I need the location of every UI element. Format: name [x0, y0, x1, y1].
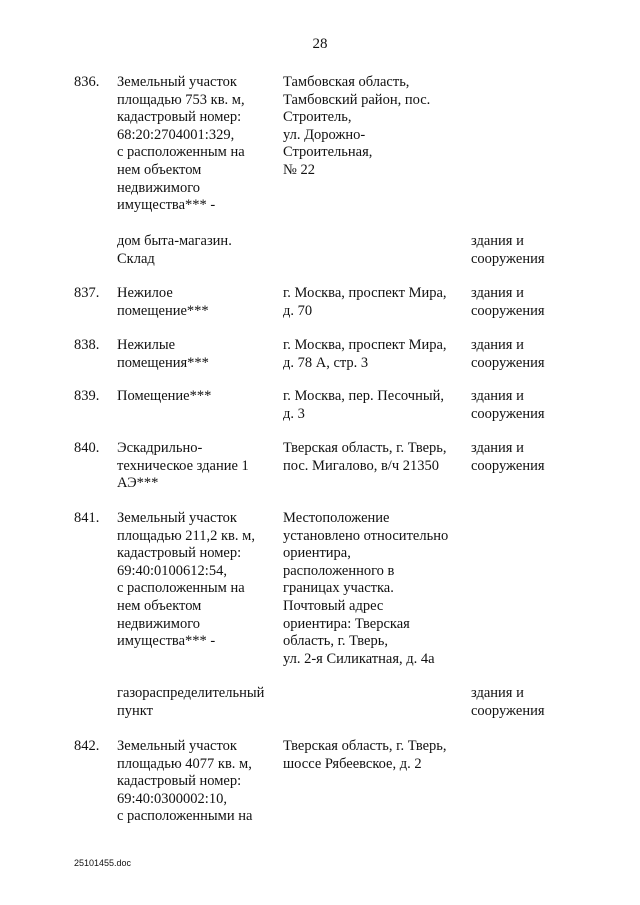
entry-number: 839.	[74, 388, 100, 404]
entry-name: газораспределительный пункт	[117, 685, 265, 719]
entry-category: здания и сооружения	[471, 388, 545, 422]
page-number: 28	[312, 36, 328, 52]
entry-address: Тамбовская область, Тамбовский район, пос. Строитель, ул. Дорожно- Строительная, № 22	[283, 74, 431, 178]
entry-category: здания и сооружения	[471, 285, 545, 319]
entry-address: г. Москва, проспект Мира, д. 70	[283, 285, 447, 319]
entry-name: Нежилые помещения***	[117, 337, 209, 371]
entry-address: Тверская область, г. Тверь, пос. Мигалово, в/ч 21350	[283, 440, 447, 474]
entry-number: 842.	[74, 738, 100, 754]
entry-name: Земельный участок площадью 211,2 кв. м, кадастровый номер: 69:40:0100612:54, с расположенным на нем объектом недвижимого имущества*** -	[117, 510, 255, 650]
entry-number: 836.	[74, 74, 100, 90]
entry-number: 841.	[74, 510, 100, 526]
entry-address: г. Москва, пер. Песочный, д. 3	[283, 388, 444, 422]
entry-number: 837.	[74, 285, 100, 301]
entry-address: Местоположение установлено относительно ориентира, расположенного в границах участка. Почтовый адрес ориентира: Тверская область, г. Тверь, ул. 2-я Силикатная, д. 4а	[283, 510, 449, 667]
entry-name: дом быта-магазин. Склад	[117, 233, 232, 267]
entry-name: Помещение***	[117, 388, 212, 404]
entry-name: Нежилое помещение***	[117, 285, 209, 319]
entry-category: здания и сооружения	[471, 233, 545, 267]
entry-address: Тверская область, г. Тверь, шоссе Рябеевское, д. 2	[283, 738, 447, 772]
entry-address: г. Москва, проспект Мира, д. 78 А, стр. 3	[283, 337, 447, 371]
entry-name: Эскадрильно- техническое здание 1 АЭ***	[117, 440, 249, 492]
entry-name: Земельный участок площадью 753 кв. м, кадастровый номер: 68:20:2704001:329, с расположенным на нем объектом недвижимого имущества*** -	[117, 74, 245, 214]
entry-number: 840.	[74, 440, 100, 456]
entry-name: Земельный участок площадью 4077 кв. м, кадастровый номер: 69:40:0300002:10, с расположенными на	[117, 738, 253, 825]
footer-filename: 25101455.doc	[74, 858, 132, 868]
entry-category: здания и сооружения	[471, 337, 545, 371]
entry-category: здания и сооружения	[471, 685, 545, 719]
entry-category: здания и сооружения	[471, 440, 545, 474]
entry-number: 838.	[74, 337, 100, 353]
